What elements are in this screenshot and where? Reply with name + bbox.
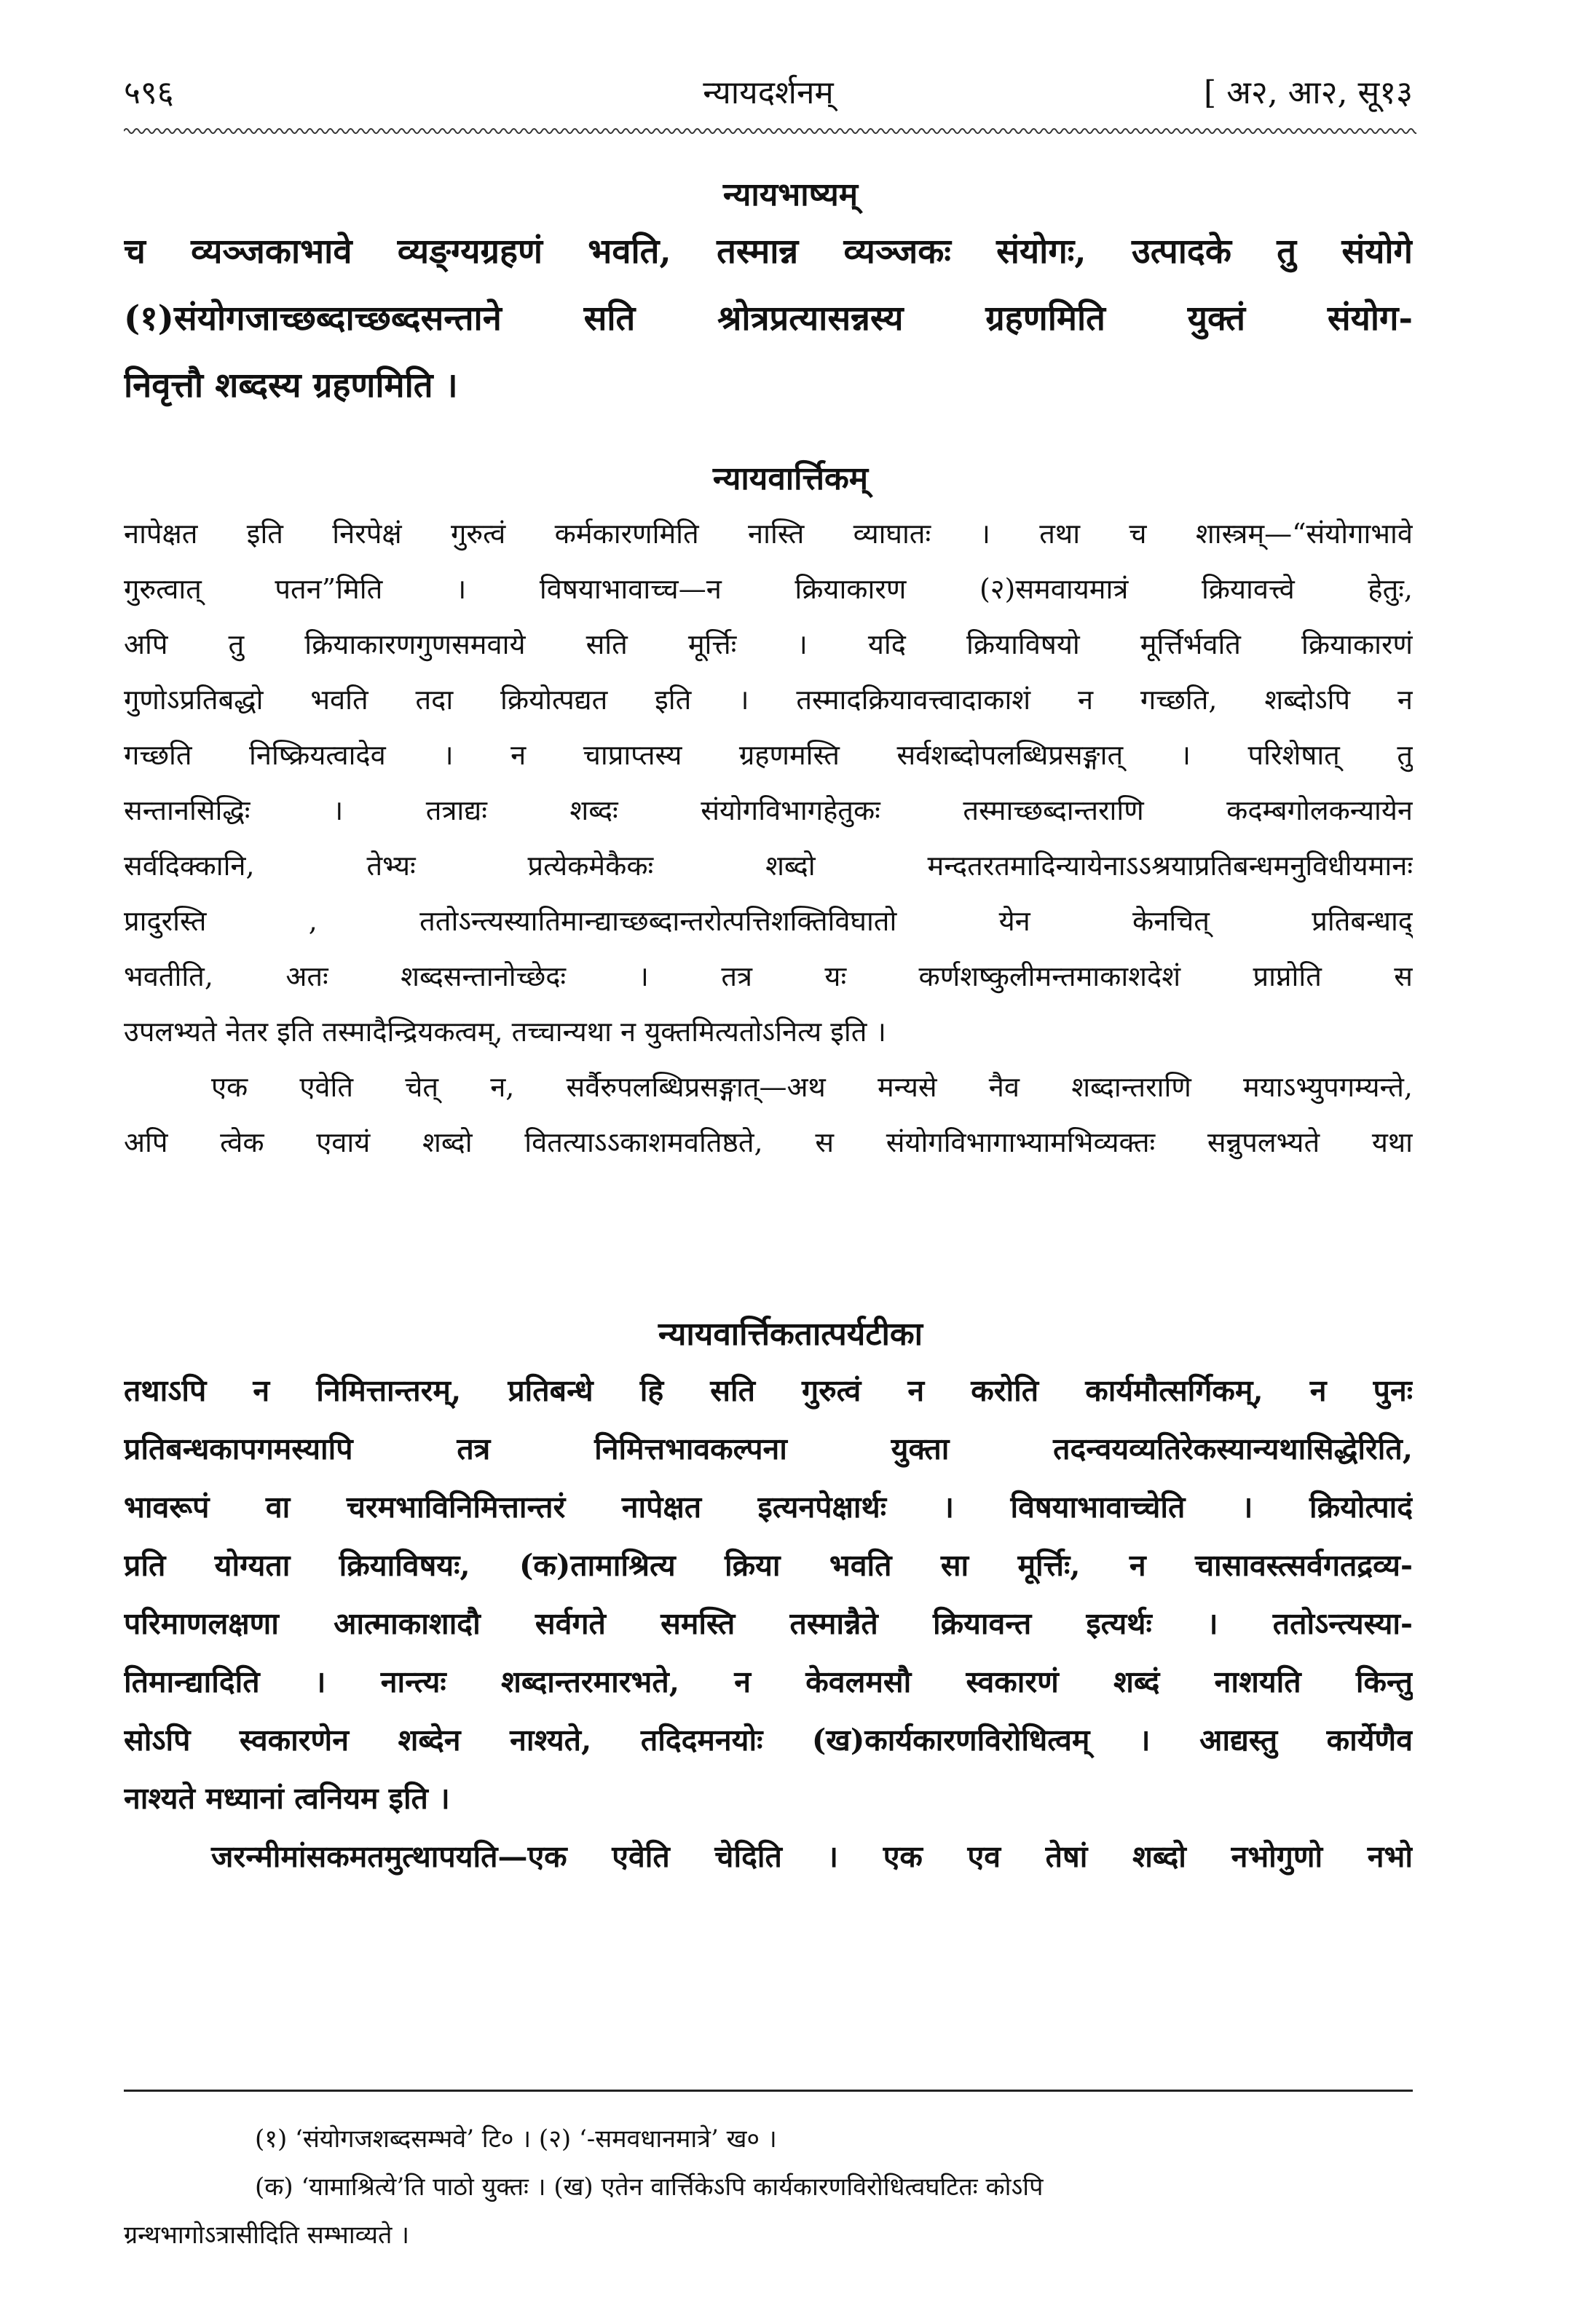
- bhashya-text: [124, 218, 1413, 419]
- vartika-line: अपि तु क्रियाकारणगुणसमवाये सति मूर्त्तिः । यदि क्रियाविषयो मूर्त्तिर्भवति क्रियाकारणं: [124, 628, 1413, 660]
- running-title: न्यायदर्शनम्: [703, 74, 834, 111]
- tika-line: जरन्मीमांसकमतमुत्थापयति—एक एवेति चेदिति । एक एव तेषां शब्दो नभोगुणो नभो: [211, 1839, 1413, 1874]
- vartika-line: उपलभ्यते नेतर इति तस्मादैन्द्रियकत्वम्, तच्चान्यथा न युक्तमित्यतोऽनित्य इति ।: [124, 1016, 886, 1048]
- tika-heading: न्यायवार्त्तिकतात्पर्यटीका: [658, 1316, 923, 1353]
- vartika-line: गच्छति निष्क्रियत्वादेव । न चाप्राप्तस्य ग्रहणमस्ति सर्वशब्दोपलब्धिप्रसङ्गात् । परिशेषात् तु: [124, 739, 1413, 771]
- vartika-line: नापेक्षत इति निरपेक्षं गुरुत्वं कर्मकारणमिति नास्ति व्याघातः । तथा च शास्त्रम्—“संयोगाभावे: [124, 518, 1413, 550]
- tika-line: परिमाणलक्षणा आत्माकाशादौ सर्वगते समस्ति तस्मान्नैते क्रियावन्त इत्यर्थः । ततोऽन्त्यस्या-: [124, 1606, 1413, 1641]
- tika-line: नाश्यते मध्यानां त्वनियम इति ।: [124, 1781, 450, 1816]
- bhashya-line: (१)संयोगजाच्छब्दाच्छब्दसन्ताने सति श्रोत्रप्रत्यासन्नस्य ग्रहणमिति युक्तं संयोग-: [124, 299, 1413, 339]
- page-number: ५९६: [124, 74, 174, 111]
- vartika-line: सन्तानसिद्धिः । तत्राद्यः शब्दः संयोगविभागहेतुकः तस्माच्छब्दान्तराणि कदम्बगोलकन्यायेन: [124, 794, 1413, 826]
- vartika-line: अपि त्वेक एवायं शब्दो वितत्याऽऽकाशमवतिष्ठते, स संयोगविभागाभ्यामभिव्यक्तः सन्नुपलभ्यते यथा: [124, 1126, 1413, 1158]
- tika-line: प्रति योग्यता क्रियाविषयः, (क)तामाश्रित्य क्रिया भवति सा मूर्त्तिः, न चासावस्त्सर्वगतद्रव्य-: [124, 1548, 1413, 1583]
- footnote-line: (क) ‘यामाश्रित्ये’ति पाठो युक्तः । (ख) एतेन वार्त्तिकेऽपि कार्यकारणविरोधित्वघटितः कोऽपि: [255, 2173, 1044, 2202]
- vartika-line: प्रादुरस्ति , ततोऽन्त्यस्यातिमान्द्याच्छब्दान्तरोत्पत्तिशक्तिविघातो येन केनचित् प्रतिबन्धाद्: [124, 905, 1413, 937]
- vartika-line: गुणोऽप्रतिबद्धो भवति तदा क्रियोत्पद्यत इति । तस्मादक्रियावत्त्वादाकाशं न गच्छति, शब्दोऽपि न: [124, 684, 1413, 716]
- footnote-rule: [124, 2090, 1413, 2092]
- tika-line: भावरूपं वा चरमभाविनिमित्तान्तरं नापेक्षत इत्यनपेक्षार्थः । विषयाभावाच्चेति । क्रियोत्पादं: [124, 1490, 1413, 1525]
- page-header: [124, 69, 1413, 120]
- vartika-heading: न्यायवार्त्तिकम्: [712, 460, 869, 497]
- tika-line: तथाऽपि न निमित्तान्तरम्, प्रतिबन्धे हि सति गुरुत्वं न करोति कार्यमौत्सर्गिकम्, न पुनः: [124, 1373, 1413, 1408]
- footnote-line: (१) ‘संयोगजशब्दसम्भवे’ टि० । (२) ‘-समवधानमात्रे’ ख० ।: [255, 2125, 777, 2154]
- footnotes: [124, 2115, 1413, 2259]
- footnote-line: ग्रन्थभागोऽत्रासीदिति सम्भाव्यते ।: [124, 2221, 410, 2250]
- vartika-line: गुरुत्वात् पतन”मिति । विषयाभावाच्च—न क्रियाकारण (२)समवायमात्रं क्रियावत्त्वे हेतुः,: [124, 573, 1413, 605]
- tika-line: सोऽपि स्वकारणेन शब्देन नाश्यते, तदिदमनयोः (ख)कार्यकारणविरोधित्वम् । आद्यस्तु कार्येणैव: [124, 1723, 1413, 1758]
- vartika-line: एक एवेति चेत् न, सर्वैरुपलब्धिप्रसङ्गात्—अथ मन्यसे नैव शब्दान्तराणि मयाऽभ्युपगम्यन्ते,: [211, 1071, 1413, 1103]
- vartika-text: [124, 506, 1413, 1170]
- tika-line: तिमान्द्यादिति । नान्त्यः शब्दान्तरमारभते, न केवलमसौ स्वकारणं शब्दं नाशयति किन्तु: [124, 1664, 1413, 1699]
- vartika-line: भवतीति, अतः शब्दसन्तानोच्छेदः । तत्र यः कर्णशष्कुलीमन्तमाकाशदेशं प्राप्नोति स: [124, 960, 1413, 992]
- bhashya-heading: न्यायभाष्यम्: [722, 176, 859, 213]
- vartika-line: सर्वदिक्कानि, तेभ्यः प्रत्येकमेकैकः शब्दो मन्दतरतमादिन्यायेनाऽऽश्रयाप्रतिबन्धमनुविधीयमानः: [124, 850, 1413, 882]
- tika-line: प्रतिबन्धकापगमस्यापि तत्र निमित्तभावकल्पना युक्ता तदन्वयव्यतिरेकस्यान्यथासिद्धेरिति,: [124, 1431, 1413, 1466]
- tika-text: [124, 1361, 1413, 1886]
- wavy-divider: [124, 124, 1416, 138]
- bhashya-line: च व्यञ्जकाभावे व्यङ्ग्यग्रहणं भवति, तस्मान्न व्यञ्जकः संयोगः, उत्पादके तु संयोगे: [124, 232, 1413, 272]
- chapter-reference: [ अ२, आ२, सू१३: [1204, 74, 1413, 111]
- bhashya-line: निवृत्तौ शब्दस्य ग्रहणमिति ।: [124, 365, 458, 406]
